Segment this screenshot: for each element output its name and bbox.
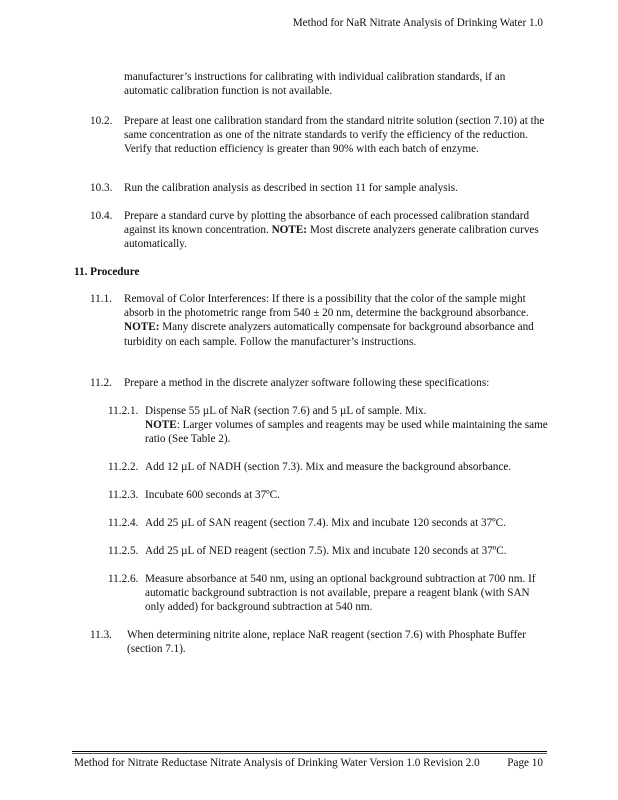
item-number: 11.2.2. [108, 461, 139, 473]
item-number: 11.2.3. [108, 489, 139, 501]
item-number: 11.2.1. [108, 405, 139, 417]
item-number: 11.2.6. [108, 573, 139, 585]
item-text: Measure absorbance at 540 nm, using an optional background subtraction at 700 nm. If automatic background subtraction is not available, prepare a reagent blank (with SAN only added) for background subtraction at 540 nm. [145, 573, 536, 614]
item-number: 11.1. [90, 293, 112, 305]
item-number: 10.4. [90, 210, 113, 222]
item-text-a: Prepare a standard curve by plotting the absorbance of each processed calibration standard against its known concentration. [124, 210, 530, 237]
page-number: Page 10 [507, 757, 543, 769]
note-text: : Larger volumes of samples and reagents may be used while maintaining the same ratio (See Table 2). [145, 419, 548, 446]
item-number: 11.2.5. [108, 545, 139, 557]
footer-document-title: Method for Nitrate Reductase Nitrate Analysis of Drinking Water Version 1.0 Revision 2.0 [74, 757, 480, 769]
item-text [124, 292, 546, 349]
item-number: 11.2. [90, 377, 112, 389]
item-text: Incubate 600 seconds at 37ºC. [145, 489, 280, 501]
item-text: Prepare a method in the discrete analyzer software following these specifications: [124, 377, 490, 389]
footer-rule-thin [72, 753, 547, 754]
footer-rule [72, 751, 547, 752]
item-text: Run the calibration analysis as described in section 11 for sample analysis. [124, 182, 458, 194]
item-text: When determining nitrite alone, replace NaR reagent (section 7.6) with Phosphate Buffer (section 7.1). [127, 629, 526, 656]
item-text: Dispense 55 µL of NaR (section 7.6) and 5 µL of sample. Mix. [145, 405, 427, 417]
item-number: 10.2. [90, 115, 113, 127]
section-heading-procedure: 11. Procedure [74, 266, 140, 278]
note-label: NOTE: [124, 321, 160, 334]
item-note [145, 418, 548, 446]
note-label: NOTE [145, 419, 177, 431]
item-text: Add 12 µL of NADH (section 7.3). Mix and measure the background absorbance. [145, 461, 512, 473]
item-number: 11.3. [90, 629, 112, 641]
item-text-b: Most discrete analyzers generate calibration curves automatically. [124, 224, 539, 251]
note-label: NOTE: [271, 224, 308, 237]
item-number: 11.2.4. [108, 517, 139, 529]
item-text [124, 209, 546, 252]
item-text: Add 25 µL of SAN reagent (section 7.4). Mix and incubate 120 seconds at 37ºC. [145, 517, 506, 529]
item-text-a: Removal of Color Interferences: If there is a possibility that the color of the sample might absorb in the photometric range from 540 ± 20 nm, determine the background absorbance. [124, 293, 529, 320]
item-text: Add 25 µL of NED reagent (section 7.5). Mix and incubate 120 seconds at 37ºC. [145, 545, 507, 557]
item-text: Prepare at least one calibration standard from the standard nitrite solution (section 7.10) at the same concentration as one of the nitrate standards to verify the efficiency of the reduction. Verify that reduction efficiency is greater than 90% with each batch of enzyme. [124, 115, 545, 156]
continuation-paragraph: manufacturer’s instructions for calibrating with individual calibration standards, if an automatic calibration function is not available. [124, 71, 506, 98]
running-header: Method for NaR Nitrate Analysis of Drinking Water 1.0 [292, 17, 543, 29]
item-number: 10.3. [90, 182, 113, 194]
item-text-b: Many discrete analyzers automatically compensate for background absorbance and turbidity on each sample. Follow the manufacturer’s instructions. [124, 321, 534, 348]
